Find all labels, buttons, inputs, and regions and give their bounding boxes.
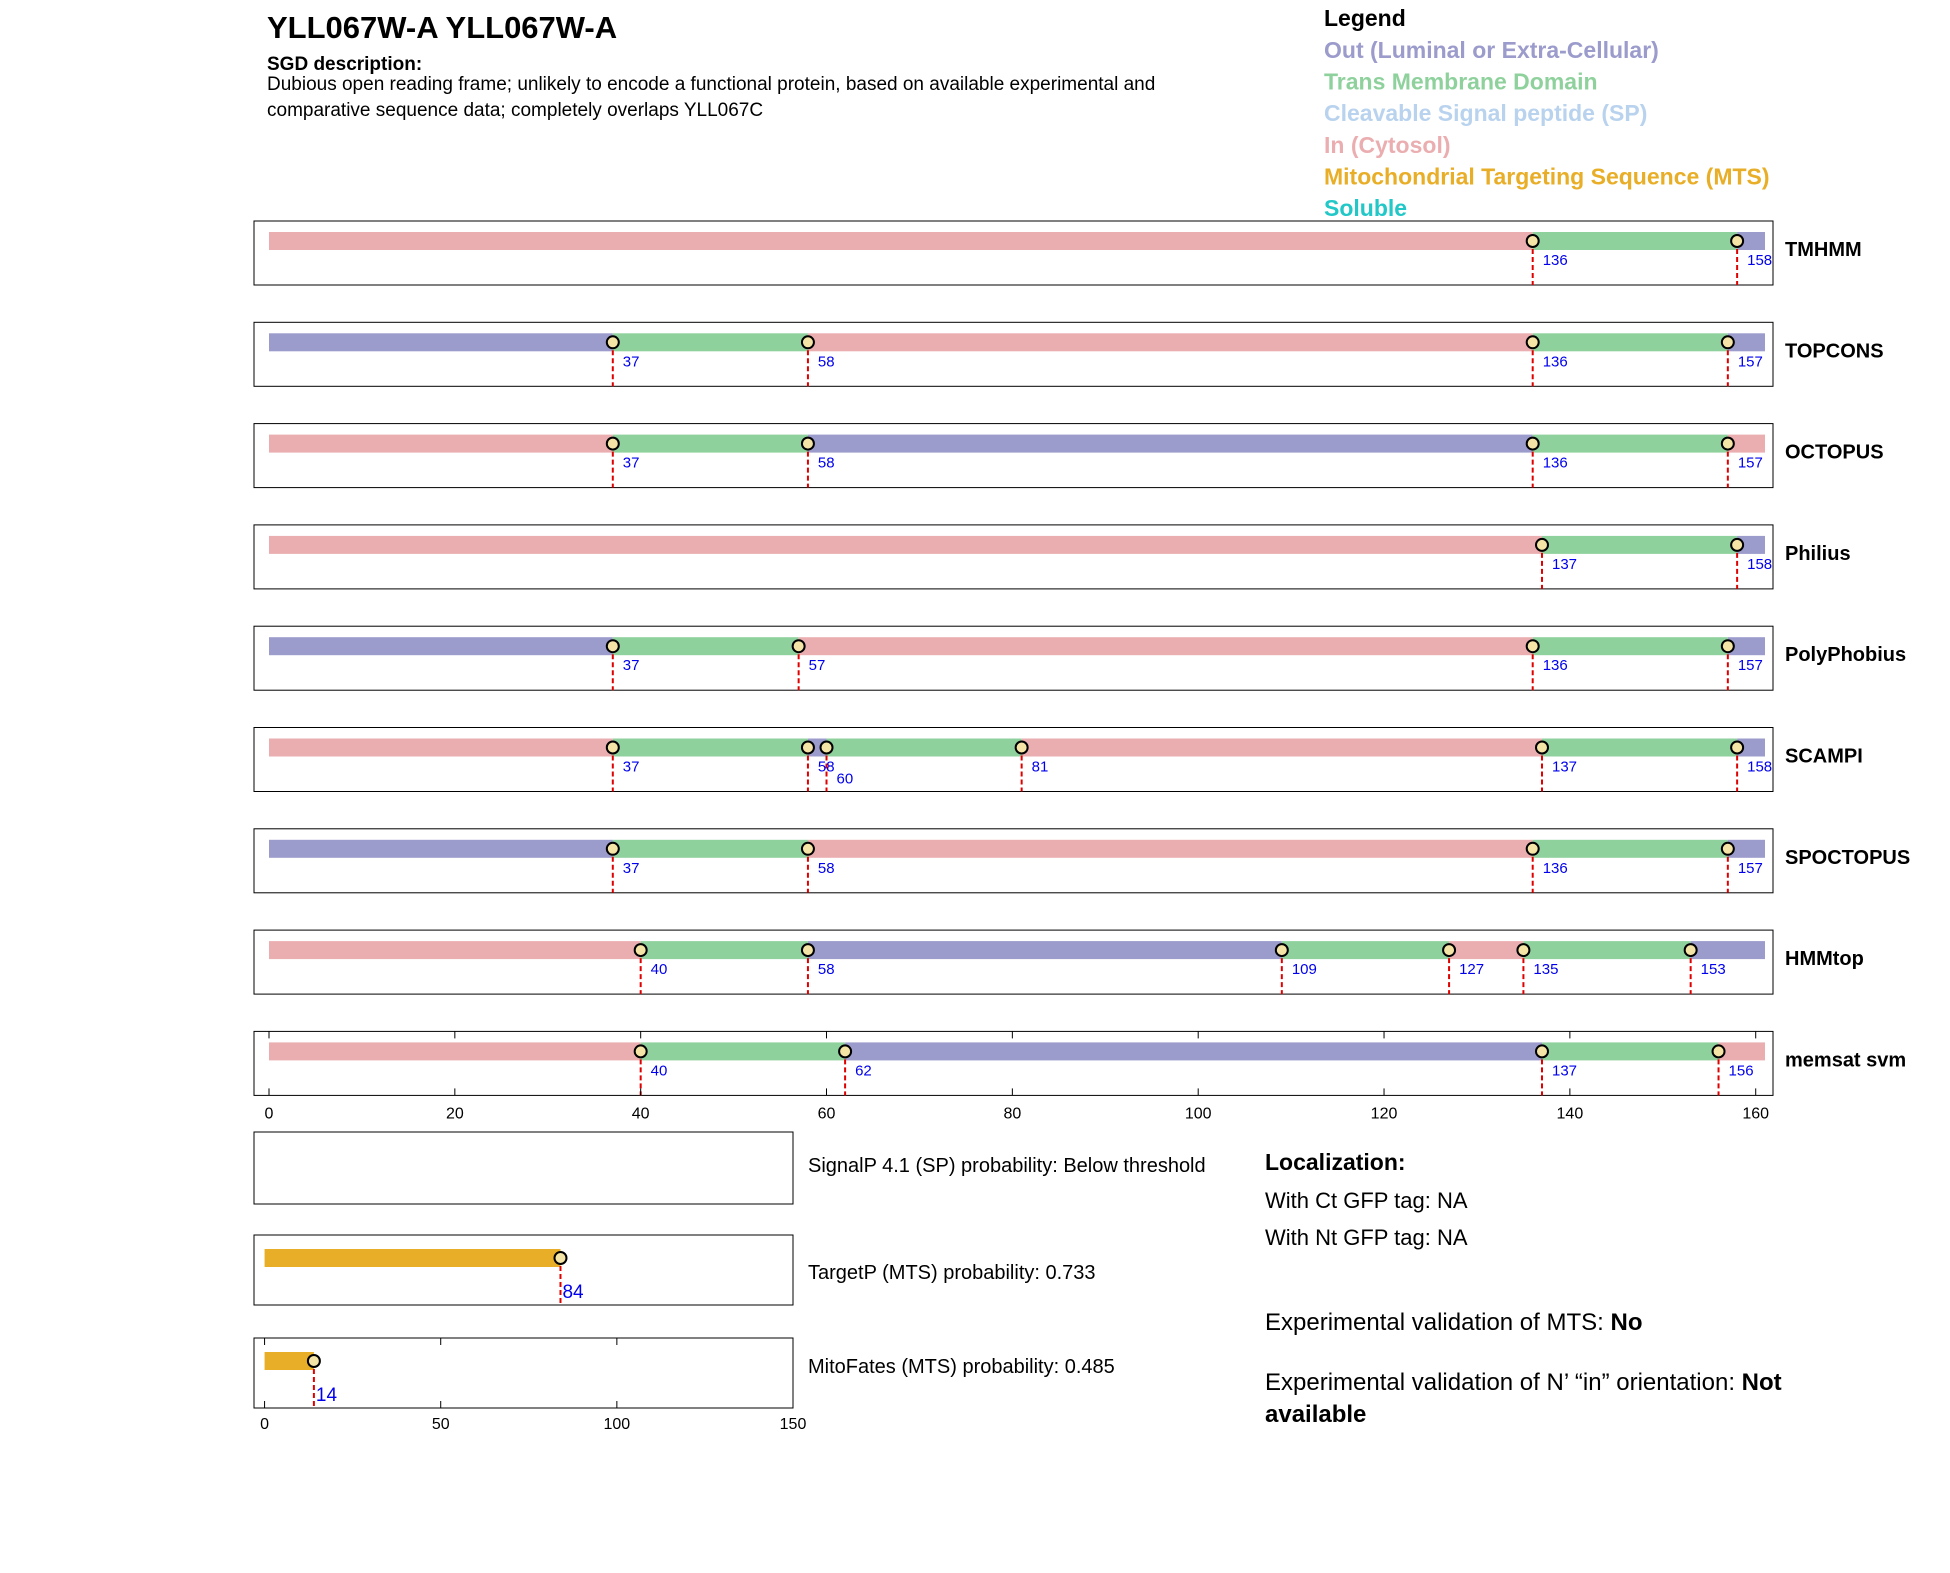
boundary-label: 37 — [622, 859, 640, 877]
segment-out — [1691, 941, 1765, 959]
boundary-marker — [635, 1045, 647, 1057]
boundary-label: 136 — [1542, 252, 1568, 269]
legend-item: Trans Membrane Domain — [1324, 68, 1598, 95]
segment-tm — [641, 941, 808, 959]
segment-tm — [613, 739, 808, 757]
track-name: OCTOPUS — [1785, 441, 1884, 464]
segment-tm — [1533, 840, 1728, 858]
probability-frame — [254, 1235, 793, 1305]
segment-tm — [613, 840, 808, 858]
segment-in — [269, 941, 641, 959]
segment-tm — [1533, 232, 1737, 250]
boundary-marker — [802, 843, 814, 855]
segment-out — [845, 1042, 1542, 1060]
boundary-marker — [802, 944, 814, 956]
segment-tm — [641, 1042, 845, 1060]
segment-in — [269, 1042, 641, 1060]
segment-tm — [1533, 333, 1728, 351]
probability-x-axis — [260, 1338, 806, 1433]
boundary-label: 157 — [1737, 454, 1763, 472]
legend-item: In (Cytosol) — [1324, 131, 1451, 158]
boundary-label: 60 — [836, 770, 854, 788]
orientation-validation-value-cont: available — [1265, 1401, 1367, 1428]
segment-out — [269, 637, 613, 655]
segment-out — [808, 941, 1282, 959]
mts-validation — [1265, 1309, 1642, 1336]
boundary-marker — [1517, 944, 1529, 956]
boundary-label: 158 — [1747, 555, 1773, 573]
localization-nt: With Nt GFP tag: NA — [1265, 1225, 1468, 1250]
track-name: TMHMM — [1785, 239, 1862, 261]
mts-boundary-marker — [554, 1252, 566, 1264]
boundary-label: 153 — [1700, 961, 1726, 979]
boundary-label: 37 — [622, 758, 640, 776]
legend-title: Legend — [1324, 5, 1406, 31]
description-line-2: comparative sequence data; completely overlaps YLL067C — [267, 100, 764, 121]
boundary-marker — [1016, 742, 1028, 754]
boundary-label: 57 — [808, 657, 826, 675]
boundary-label: 135 — [1533, 961, 1559, 979]
boundary-marker — [1722, 438, 1734, 450]
tick-label: 0 — [264, 1105, 274, 1123]
segment-tm — [1282, 941, 1449, 959]
tick-label: 80 — [1003, 1105, 1022, 1123]
track-name: memsat svm — [1785, 1049, 1907, 1072]
boundary-label: 58 — [817, 859, 835, 877]
boundary-marker — [1722, 640, 1734, 652]
topology-tracks — [254, 221, 1910, 1095]
track-name: PolyPhobius — [1785, 644, 1907, 667]
segment-tm — [1533, 435, 1728, 453]
boundary-label: 81 — [1031, 758, 1049, 776]
tick-label: 100 — [1184, 1105, 1212, 1123]
boundary-label: 58 — [817, 454, 835, 472]
boundary-marker — [1527, 438, 1539, 450]
boundary-marker — [1527, 336, 1539, 348]
boundary-label: 156 — [1728, 1062, 1754, 1080]
boundary-label: 37 — [622, 657, 640, 675]
segment-tm — [613, 637, 799, 655]
segment-tm — [1533, 637, 1728, 655]
probability-frame — [254, 1132, 793, 1204]
boundary-label: 58 — [817, 758, 835, 776]
boundary-label: 62 — [855, 1062, 872, 1080]
segment-in — [808, 333, 1533, 351]
probability-label: TargetP (MTS) probability: 0.733 — [808, 1262, 1096, 1284]
legend-item: Mitochondrial Targeting Sequence (MTS) — [1324, 163, 1770, 190]
boundary-marker — [1722, 843, 1734, 855]
segment-tm — [613, 435, 808, 453]
track-name: TOPCONS — [1785, 340, 1884, 363]
orientation-validation-label: Experimental validation of N’ “in” orientation: — [1265, 1369, 1742, 1396]
boundary-marker — [802, 336, 814, 348]
description-line-1: Dubious open reading frame; unlikely to encode a functional protein, based on available experimental and — [267, 74, 1156, 95]
orientation-validation — [1265, 1369, 1782, 1396]
boundary-marker — [1443, 944, 1455, 956]
segment-out — [269, 333, 613, 351]
legend-item: Cleavable Signal peptide (SP) — [1324, 100, 1648, 127]
tick-label: 0 — [260, 1416, 270, 1433]
localization-title: Localization: — [1265, 1149, 1406, 1175]
boundary-label: 157 — [1737, 657, 1763, 675]
boundary-marker — [1527, 640, 1539, 652]
segment-tm — [1523, 941, 1690, 959]
page-title: YLL067W-A YLL067W-A — [267, 10, 618, 45]
probability-label: SignalP 4.1 (SP) probability: Below threshold — [808, 1155, 1206, 1177]
mts-bar — [265, 1352, 314, 1370]
track-name: Philius — [1785, 542, 1851, 565]
boundary-label: 157 — [1737, 353, 1763, 371]
boundary-label: 157 — [1737, 859, 1763, 877]
segment-tm — [827, 739, 1022, 757]
legend — [1324, 37, 1770, 221]
orientation-validation-value: Not — [1741, 1369, 1782, 1396]
tick-label: 100 — [603, 1416, 631, 1433]
segment-tm — [613, 333, 808, 351]
track-name: SCAMPI — [1785, 745, 1863, 768]
segment-out — [269, 840, 613, 858]
segment-in — [808, 840, 1533, 858]
boundary-label: 137 — [1551, 758, 1578, 776]
boundary-marker — [1536, 1045, 1548, 1057]
boundary-marker — [607, 438, 619, 450]
boundary-label: 58 — [817, 961, 835, 979]
boundary-label: 158 — [1747, 758, 1773, 776]
tick-label: 40 — [631, 1105, 650, 1123]
segment-in — [269, 536, 1542, 554]
boundary-marker — [1731, 742, 1743, 754]
boundary-marker — [607, 336, 619, 348]
segment-tm — [1542, 536, 1737, 554]
segment-tm — [1542, 1042, 1719, 1060]
probability-label: MitoFates (MTS) probability: 0.485 — [808, 1356, 1115, 1378]
track-name: HMMtop — [1785, 948, 1864, 971]
tick-label: 140 — [1556, 1105, 1584, 1123]
boundary-label: 136 — [1542, 454, 1568, 472]
boundary-marker — [839, 1045, 851, 1057]
mts-boundary-marker — [308, 1355, 320, 1367]
tick-label: 60 — [817, 1105, 836, 1123]
boundary-marker — [1536, 742, 1548, 754]
segment-in — [269, 435, 613, 453]
boundary-marker — [793, 640, 805, 652]
tick-label: 20 — [445, 1105, 464, 1123]
probability-panels — [254, 1132, 1206, 1408]
boundary-marker — [1731, 235, 1743, 247]
boundary-marker — [1722, 336, 1734, 348]
boundary-label: 158 — [1747, 252, 1773, 269]
boundary-label: 136 — [1542, 353, 1568, 371]
boundary-label: 58 — [817, 353, 835, 371]
track-name: SPOCTOPUS — [1785, 846, 1911, 869]
segment-in — [1022, 739, 1542, 757]
boundary-label: 127 — [1459, 961, 1485, 979]
boundary-label: 40 — [650, 961, 668, 979]
boundary-marker — [1276, 944, 1288, 956]
boundary-marker — [802, 742, 814, 754]
boundary-label: 109 — [1291, 961, 1317, 979]
boundary-marker — [607, 742, 619, 754]
track-frame — [254, 728, 1773, 792]
mts-boundary-label: 84 — [562, 1282, 584, 1303]
boundary-marker — [635, 944, 647, 956]
legend-item: Out (Luminal or Extra-Cellular) — [1324, 37, 1659, 63]
boundary-marker — [1527, 235, 1539, 247]
track-frame — [254, 1031, 1773, 1095]
boundary-label: 137 — [1551, 555, 1578, 573]
tick-label: 160 — [1742, 1105, 1770, 1123]
tick-label: 120 — [1370, 1105, 1398, 1123]
segment-in — [269, 232, 1533, 250]
mts-bar — [265, 1249, 561, 1267]
boundary-marker — [802, 438, 814, 450]
boundary-marker — [1731, 539, 1743, 551]
boundary-label: 136 — [1542, 859, 1568, 877]
track-frame — [254, 525, 1773, 589]
boundary-label: 37 — [622, 454, 640, 472]
boundary-marker — [1536, 539, 1548, 551]
mts-validation-value: No — [1610, 1309, 1643, 1336]
localization-ct: With Ct GFP tag: NA — [1265, 1188, 1468, 1213]
boundary-label: 136 — [1542, 657, 1568, 675]
mts-boundary-label: 14 — [315, 1385, 338, 1406]
boundary-marker — [1527, 843, 1539, 855]
boundary-label: 37 — [622, 353, 640, 371]
mts-validation-label: Experimental validation of MTS: — [1265, 1309, 1611, 1336]
boundary-label: 137 — [1551, 1062, 1578, 1080]
segment-tm — [1542, 739, 1737, 757]
boundary-label: 40 — [650, 1062, 668, 1080]
segment-in — [799, 637, 1533, 655]
boundary-marker — [607, 843, 619, 855]
description-label: SGD description: — [267, 54, 423, 75]
boundary-marker — [1685, 944, 1697, 956]
boundary-marker — [821, 742, 833, 754]
segment-in — [269, 739, 613, 757]
boundary-marker — [607, 640, 619, 652]
boundary-marker — [1713, 1045, 1725, 1057]
segment-in — [1449, 941, 1523, 959]
legend-item: Soluble — [1324, 195, 1408, 221]
tick-label: 150 — [779, 1416, 807, 1433]
segment-out — [808, 435, 1533, 453]
tick-label: 50 — [431, 1416, 450, 1433]
